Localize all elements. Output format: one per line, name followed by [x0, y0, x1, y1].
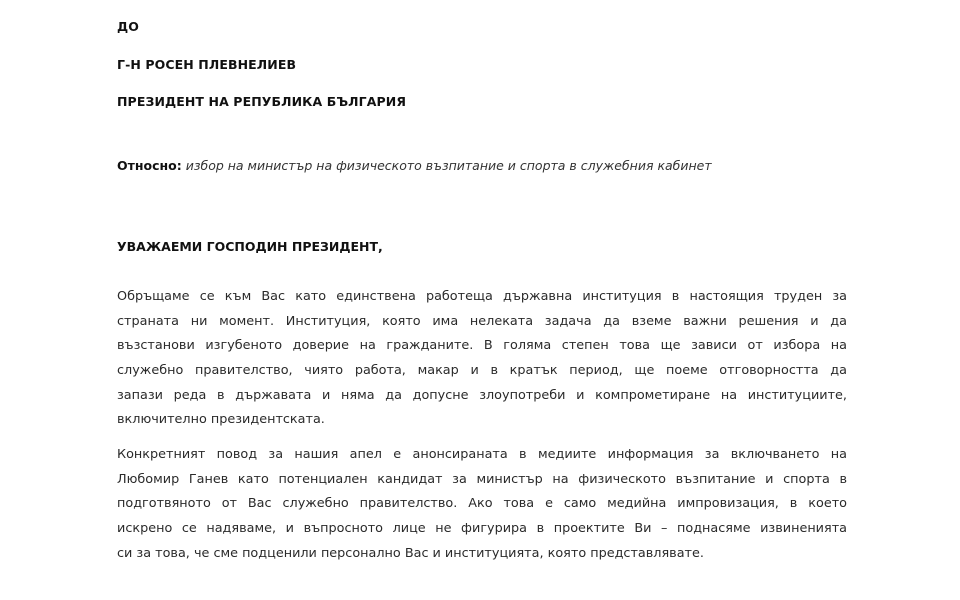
paragraph-2	[117, 443, 847, 566]
recipient-to: ДО	[117, 19, 139, 34]
paragraph-1	[117, 285, 847, 433]
paragraph-line: служебно правителство, чиято работа, макар и в кратък период, ще поеме отговорността да	[117, 363, 847, 379]
subject-label: Относно:	[117, 158, 182, 173]
paragraph-line: Любомир Ганев като потенциален кандидат за министър на физическото възпитание и спорта в	[117, 471, 847, 487]
paragraph-line: искрено се надяваме, и въпросното лице не фигурира в проектите Ви – поднасяме извиненията	[117, 521, 847, 537]
paragraph-line: запази реда в държавата и няма да допусне злоупотреби и компрометиране на институциите,	[117, 387, 847, 403]
salutation: УВАЖАЕМИ ГОСПОДИН ПРЕЗИДЕНТ,	[117, 239, 383, 254]
recipient-title: ПРЕЗИДЕНТ НА РЕПУБЛИКА БЪЛГАРИЯ	[117, 94, 407, 109]
paragraph-line: възстанови изгубеното доверие на гражданите. В голяма степен това ще зависи от избора на	[117, 338, 847, 354]
paragraph-line: Обръщаме се към Вас като единствена работеща държавна институция в настоящия труден за	[117, 289, 847, 304]
paragraph-line: си за това, че сме подценили персонално Вас и институцията, която представлявате.	[117, 545, 704, 561]
paragraph-line: страната ни момент. Институция, която има нелеката задача да вземе важни решения и да	[117, 313, 847, 329]
recipient-name: Г-Н РОСЕН ПЛЕВНЕЛИЕВ	[117, 57, 297, 72]
subject-text: избор на министър на физическото възпитание и спорта в служебния кабинет	[185, 158, 712, 173]
paragraph-line: включително президентската.	[117, 412, 325, 428]
subject-line	[117, 158, 712, 173]
paragraph-line: Конкретният повод за нашия апел е анонсираната в медиите информация за включването на	[117, 447, 847, 462]
paragraph-line: подготвяното от Вас служебно правителство. Ако това е само медийна импровизация, в което	[117, 496, 847, 512]
